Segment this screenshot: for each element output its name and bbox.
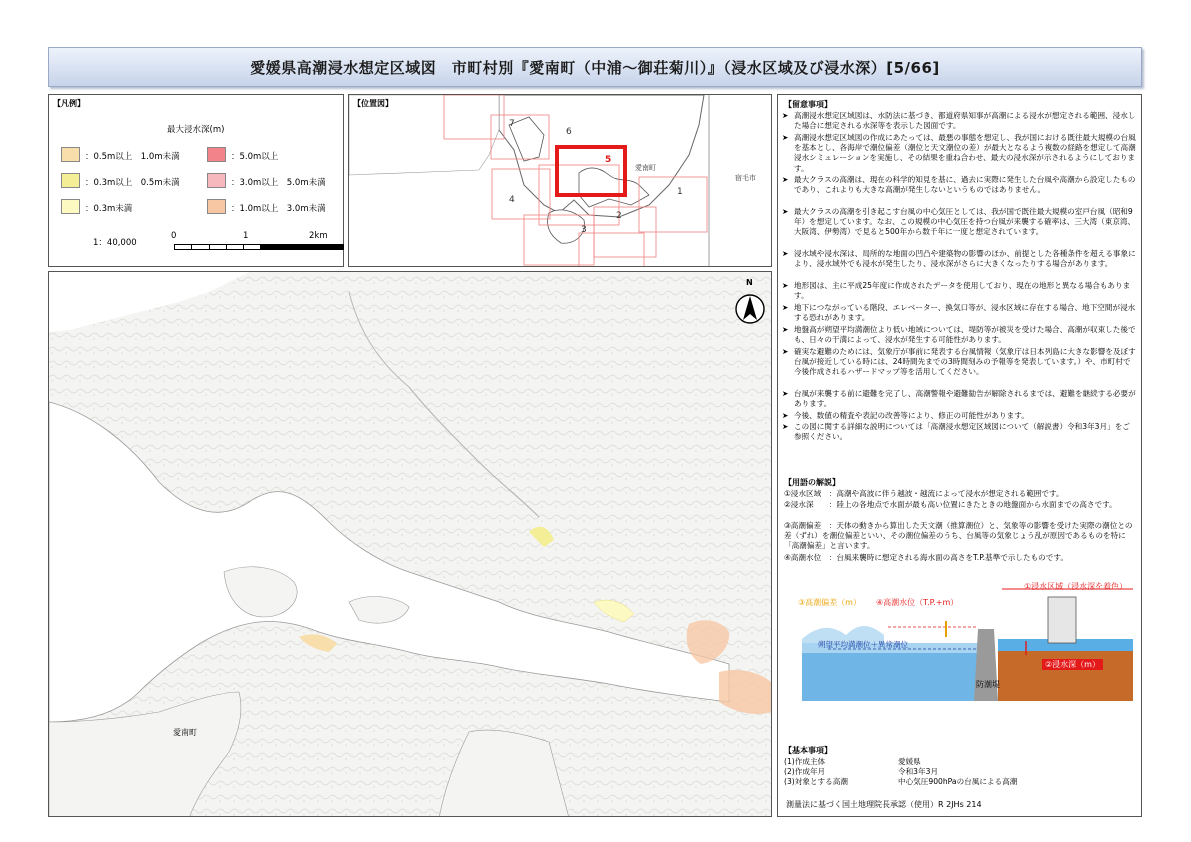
note-arrow-icon: ➤ [782,422,789,431]
note-item-0: ➤ 高潮浸水想定区域図は、水防法に基づき、都道府県知事が高潮による浸水が想定される範囲、浸水した場合に想定される水深等を表示した図面です。 [782,111,1136,131]
location-area-5: 5 [605,155,612,165]
note-item-10: ➤ 今後、数値の精査や表記の改善等により、修正の可能性があります。 [782,411,1029,420]
legend-header: 【凡例】 [53,99,85,108]
diagram-tide-label: 朔望平均満潮位＋異常潮位 [818,640,908,649]
term-item-3: ④高潮水位 ：台風来襲時に想定される海水面の高さをT.P.基準で示したものです。 [784,553,1068,562]
diagram-depth-label: ②浸水深（m） [1042,659,1103,670]
basic-value-2: 中心気圧900hPaの台風による高潮 [898,777,1018,786]
diagram-zone-label: ①浸水区域（浸水深を着色） [1024,582,1128,591]
legend-label-0: ：0.5m以上 1.0m未満 [85,152,180,162]
note-item-4: ➤ 浸水域や浸水深は、局所的な地面の凹凸や建築物の影響のほか、前提とした各種条件を超える事象により、浸水域外でも浸水が発生したり、浸水深がさらに大きくなったりする場合があります。 [782,249,1136,269]
legend-label-1: ：0.3m以上 0.5m未満 [85,178,180,188]
note-item-2: ➤ 最大クラスの高潮は、現在の科学的知見を基に、過去に実際に発生した台風や高潮から設定したものであり、これよりも大きな高潮が発生しないというものではありません。 [782,175,1136,195]
title-bar [48,47,1142,87]
inundation-map-panel[interactable] [48,271,772,817]
basic-value-0: 愛媛県 [898,757,921,766]
note-item-11: ➤ この図に関する詳細な説明については「高潮浸水想定区域図について（解説書）令和3年3月」をご参照ください。 [782,422,1130,442]
note-arrow-icon: ➤ [782,249,789,258]
notes-panel [777,94,1142,817]
legend-swatch-3 [207,147,226,162]
diagram-surge-level-label: ④高潮水位（T.P.+m） [876,598,959,607]
location-area-2: 2 [616,211,622,221]
basic-key-2: (3)対象とする高潮 [784,777,848,786]
note-item-3: ➤ 最大クラスの高潮を引き起こす台風の中心気圧としては、我が国で既往最大規模の室戸台風（昭和9年）を想定しています。なお、この規模の中心気圧を持つ台風が来襲する確率は、三大湾（東京湾、大阪湾、伊勢湾）で見ると500年から数千年に一度と想定されています。 [782,207,1136,237]
scale-ratio: 1：40,000 [93,238,137,248]
inundation-map-graphic [49,272,772,817]
note-arrow-icon: ➤ [782,281,789,290]
explanation-diagram [788,581,1138,705]
note-arrow-icon: ➤ [782,207,789,216]
north-label: N [746,278,753,287]
survey-credit: 測量法に基づく国土地理院長承認（使用）R 2JHs 214 [786,800,982,809]
location-area-6: 6 [566,127,572,137]
basic-value-1: 令和3年3月 [898,767,939,776]
location-area-7: 7 [509,119,515,129]
legend-label-5: ：1.0m以上 3.0m未満 [231,204,326,214]
note-arrow-icon: ➤ [782,175,789,184]
legend-subtitle: 最大浸水深(m) [167,125,225,135]
legend-label-3: ：5.0m以上 [231,152,279,162]
note-arrow-icon: ➤ [782,347,789,356]
terms-header: 【用語の解説】 [784,478,840,487]
note-arrow-icon: ➤ [782,133,789,142]
location-area-3: 3 [581,225,587,235]
note-arrow-icon: ➤ [782,411,789,420]
location-panel [348,94,772,267]
legend-label-4: ：3.0m以上 5.0m未満 [231,178,326,188]
location-area-1: 1 [677,187,683,197]
term-item-2: ③高潮偏差 ：天体の動きから算出した天文潮（推算潮位）と、気象等の影響を受けた実際の潮位との差（ずれ）を潮位偏差といい、その潮位偏差のうち、台風等の気象じょう乱が原因であるものを特に「高潮偏差」と言います。 [784,521,1133,550]
legend-label-2: ：0.3m未満 [85,204,133,214]
legend-swatch-0 [61,147,80,162]
notes-header: 【留意事項】 [784,100,832,109]
legend-swatch-4 [207,173,226,188]
page-title: 愛媛県高潮浸水想定区域図 市町村別『愛南町（中浦～御荘菊川）』（浸水区域及び浸水深）[5/66] [250,58,940,77]
scale-tick-2: 2km [309,231,328,241]
north-arrow-icon [733,290,767,324]
legend-swatch-2 [61,199,80,214]
note-item-7: ➤ 地盤高が朔望平均満潮位より低い地域については、堤防等が被災を受けた場合、高潮が収束した後でも、日々の干満によって、浸水が発生する可能性があります。 [782,325,1136,345]
note-arrow-icon: ➤ [782,325,789,334]
diagram-seawall-label: 防潮堤 [976,680,1000,689]
note-item-5: ➤ 地形図は、主に平成25年度に作成されたデータを使用しており、現在の地形と異なる場合もあります。 [782,281,1131,301]
scale-tick-0: 0 [171,231,177,241]
note-arrow-icon: ➤ [782,389,789,398]
legend-panel [48,94,344,267]
term-item-1: ②浸水深 ：陸上の各地点で水面が最も高い位置にきたときの地盤面から水面までの高さです。 [784,500,1117,509]
location-place-sukumo: 宿毛市 [735,174,756,182]
location-place-ainan: 愛南町 [635,164,656,172]
scale-bar [174,244,344,250]
scale-tick-1: 1 [243,231,249,241]
diagram-surge-deviation-label: ③高潮偏差（m） [798,598,861,607]
note-arrow-icon: ➤ [782,303,789,312]
basic-key-0: (1)作成主体 [784,757,826,766]
note-item-1: ➤ 高潮浸水想定区域図の作成にあたっては、最悪の事態を想定し、我が国における既往最大規模の台風を基本とし、各海岸で潮位偏差（潮位と天文潮位の差）が最大となるよう複数の経路を想定して高潮浸水シミュレーションを実施し、その結果を重ね合わせ、最大の浸水深が示されるようにしております。 [782,133,1136,173]
location-area-4: 4 [509,195,515,205]
legend-swatch-5 [207,199,226,214]
location-map-graphic [349,95,772,267]
town-label: 愛南町 [173,728,197,737]
note-arrow-icon: ➤ [782,111,789,120]
term-item-0: ①浸水区域 ：高潮や高波に伴う越波・越流によって浸水が想定される範囲です。 [784,489,1064,498]
note-item-9: ➤ 台風が来襲する前に避難を完了し、高潮警報や避難勧告が解除されるまでは、避難を継続する必要があります。 [782,389,1136,409]
note-item-6: ➤ 地下につながっている階段、エレベーター、換気口等が、浸水区域に存在する場合、地下空間が浸水する恐れがあります。 [782,303,1136,323]
legend-swatch-1 [61,173,80,188]
basic-key-1: (2)作成年月 [784,767,826,776]
note-item-8: ➤ 確実な避難のためには、気象庁が事前に発表する台風情報（気象庁は日本列島に大きな影響を及ぼす台風が接近している時には、24時間先までの3時間刻みの予報等を発表しています。）や、市町村で今後作成されるハザードマップ等を活用してください。 [782,347,1136,377]
location-header: 【位置図】 [353,99,393,108]
basic-header: 【基本事項】 [784,746,832,755]
